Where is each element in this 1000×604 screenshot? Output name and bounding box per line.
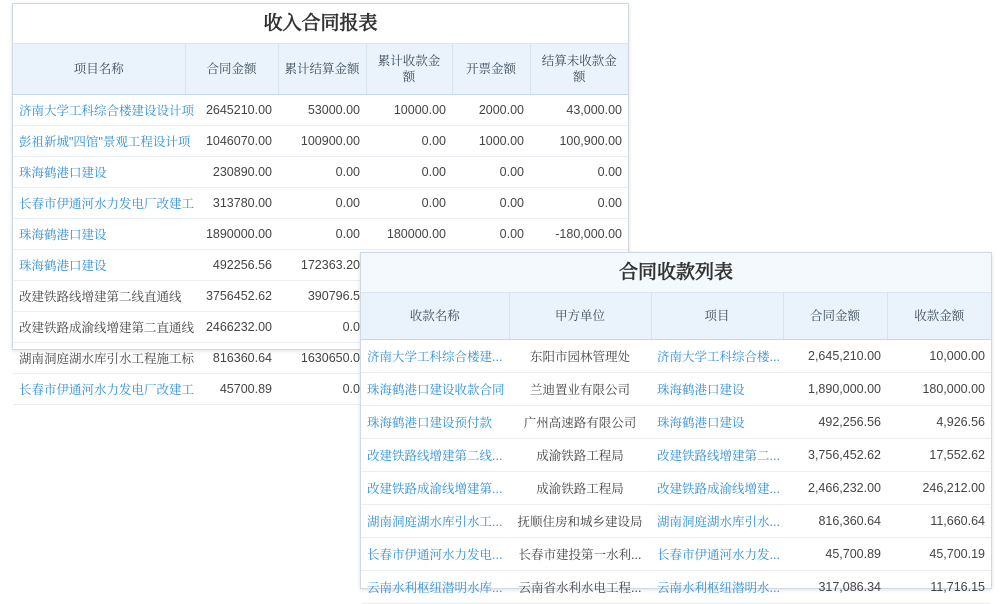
cell-project-name[interactable]: 珠海鹤港口建设 [13,219,185,250]
cell-contract-amount: 45,700.89 [783,538,887,571]
column-header-party-a[interactable]: 甲方单位 [509,293,651,340]
cell-contract-amount: 2,466,232.00 [783,472,887,505]
cell-receipt-name[interactable]: 改建铁路线增建第二线... [361,439,509,472]
cell-received-amount: 10,000.00 [887,340,991,373]
contract-receipt-list-table [361,293,991,604]
cell-receipt-name[interactable]: 珠海鹤港口建设收款合同 [361,373,509,406]
cell-settled-amount: 1630650.0 [278,343,366,374]
cell-contract-amount: 492,256.56 [783,406,887,439]
cell-contract-amount: 230890.00 [185,157,278,188]
cell-contract-amount: 3,756,452.62 [783,439,887,472]
cell-invoice-amount: 0.00 [452,157,530,188]
cell-received-amount: 4,926.56 [887,406,991,439]
income-contract-report-title: 收入合同报表 [13,4,628,44]
cell-project[interactable]: 济南大学工科综合楼... [651,340,783,373]
cell-received-amount: 0.00 [366,157,452,188]
cell-contract-amount: 1046070.00 [185,126,278,157]
table-row[interactable] [361,439,991,472]
column-header-receipt-name[interactable]: 收款名称 [361,293,509,340]
cell-received-amount: 246,212.00 [887,472,991,505]
cell-party-a: 成渝铁路工程局 [509,472,651,505]
cell-receipt-name[interactable]: 济南大学工科综合楼建... [361,340,509,373]
column-header-invoice-amount[interactable]: 开票金额 [452,44,530,95]
table-header-row [361,293,991,340]
cell-project[interactable]: 改建铁路成渝线增建... [651,472,783,505]
cell-unpaid-amount: 100,900.00 [530,126,628,157]
table-row[interactable] [361,406,991,439]
cell-receipt-name[interactable]: 云南水利枢纽潜明水库... [361,571,509,604]
cell-received-amount: 0.00 [366,188,452,219]
cell-invoice-amount: 1000.00 [452,126,530,157]
cell-settled-amount: 172363.20 [278,250,366,281]
cell-project[interactable]: 湖南洞庭湖水库引水... [651,505,783,538]
table-row[interactable] [13,219,628,250]
cell-contract-amount: 816,360.64 [783,505,887,538]
table-row[interactable] [361,538,991,571]
cell-received-amount: 10000.00 [366,95,452,126]
cell-party-a: 广州高速路有限公司 [509,406,651,439]
column-header-project-name[interactable]: 项目名称 [13,44,185,95]
cell-project[interactable]: 长春市伊通河水力发... [651,538,783,571]
table-row[interactable] [361,472,991,505]
cell-contract-amount: 2466232.00 [185,312,278,343]
column-header-contract-amount[interactable]: 合同金额 [185,44,278,95]
cell-party-a: 成渝铁路工程局 [509,439,651,472]
cell-settled-amount: 100900.00 [278,126,366,157]
cell-party-a: 兰迪置业有限公司 [509,373,651,406]
cell-project-name[interactable]: 珠海鹤港口建设 [13,157,185,188]
cell-project-name[interactable]: 改建铁路成渝线增建第二直通线 [13,312,185,343]
cell-contract-amount: 45700.89 [185,374,278,405]
cell-contract-amount: 317,086.34 [783,571,887,604]
column-header-contract-amount[interactable]: 合同金额 [783,293,887,340]
cell-receipt-name[interactable]: 珠海鹤港口建设预付款 [361,406,509,439]
cell-unpaid-amount: -180,000.00 [530,219,628,250]
table-row[interactable] [13,95,628,126]
cell-project[interactable]: 云南水利枢纽潜明水... [651,571,783,604]
cell-project-name[interactable]: 湖南洞庭湖水库引水工程施工标 [13,343,185,374]
table-row[interactable] [361,505,991,538]
table-row[interactable] [361,340,991,373]
cell-party-a: 东阳市园林管理处 [509,340,651,373]
table-row[interactable] [361,373,991,406]
table-row[interactable] [13,126,628,157]
cell-party-a: 长春市建投第一水利... [509,538,651,571]
table-row[interactable] [361,571,991,604]
column-header-received-amount[interactable]: 收款金额 [887,293,991,340]
cell-invoice-amount: 2000.00 [452,95,530,126]
table-header-row [13,44,628,95]
cell-contract-amount: 1,890,000.00 [783,373,887,406]
cell-receipt-name[interactable]: 湖南洞庭湖水库引水工... [361,505,509,538]
cell-unpaid-amount: 0.00 [530,157,628,188]
contract-receipt-list-title: 合同收款列表 [361,253,991,293]
cell-project[interactable]: 珠海鹤港口建设 [651,373,783,406]
cell-settled-amount: 0.00 [278,157,366,188]
cell-party-a: 云南省水利水电工程... [509,571,651,604]
column-header-unpaid-amount[interactable]: 结算未收款金额 [530,44,628,95]
table-row[interactable] [13,157,628,188]
cell-party-a: 抚顺住房和城乡建设局 [509,505,651,538]
cell-receipt-name[interactable]: 改建铁路成渝线增建第... [361,472,509,505]
cell-unpaid-amount: 43,000.00 [530,95,628,126]
cell-project[interactable]: 珠海鹤港口建设 [651,406,783,439]
cell-project[interactable]: 改建铁路线增建第二... [651,439,783,472]
cell-settled-amount: 0.0 [278,374,366,405]
cell-settled-amount: 0.0 [278,312,366,343]
cell-contract-amount: 2645210.00 [185,95,278,126]
cell-settled-amount: 0.00 [278,219,366,250]
contract-receipt-list-panel [360,252,992,595]
contract-receipt-list-table-wrap [361,293,991,595]
cell-received-amount: 11,660.64 [887,505,991,538]
cell-received-amount: 17,552.62 [887,439,991,472]
column-header-settled-amount[interactable]: 累计结算金额 [278,44,366,95]
cell-project-name[interactable]: 珠海鹤港口建设 [13,250,185,281]
cell-project-name[interactable]: 彭祖新城"四馆"景观工程设计项 [13,126,185,157]
cell-project-name[interactable]: 济南大学工科综合楼建设设计项 [13,95,185,126]
cell-received-amount: 180,000.00 [887,373,991,406]
cell-settled-amount: 390796.5 [278,281,366,312]
cell-invoice-amount: 0.00 [452,219,530,250]
cell-received-amount: 0.00 [366,126,452,157]
cell-invoice-amount: 0.00 [452,188,530,219]
column-header-project[interactable]: 项目 [651,293,783,340]
cell-contract-amount: 492256.56 [185,250,278,281]
cell-received-amount: 45,700.19 [887,538,991,571]
cell-contract-amount: 3756452.62 [185,281,278,312]
table-row[interactable] [13,188,628,219]
cell-project-name[interactable]: 长春市伊通河水力发电厂改建工 [13,374,185,405]
cell-contract-amount: 1890000.00 [185,219,278,250]
cell-settled-amount: 53000.00 [278,95,366,126]
cell-receipt-name[interactable]: 长春市伊通河水力发电... [361,538,509,571]
cell-project-name[interactable]: 长春市伊通河水力发电厂改建工 [13,188,185,219]
cell-unpaid-amount: 0.00 [530,188,628,219]
column-header-received-amount[interactable]: 累计收款金额 [366,44,452,95]
cell-received-amount: 11,716.15 [887,571,991,604]
cell-settled-amount: 0.00 [278,188,366,219]
cell-contract-amount: 816360.64 [185,343,278,374]
cell-contract-amount: 2,645,210.00 [783,340,887,373]
cell-received-amount: 180000.00 [366,219,452,250]
cell-contract-amount: 313780.00 [185,188,278,219]
cell-project-name[interactable]: 改建铁路线增建第二线直通线 [13,281,185,312]
